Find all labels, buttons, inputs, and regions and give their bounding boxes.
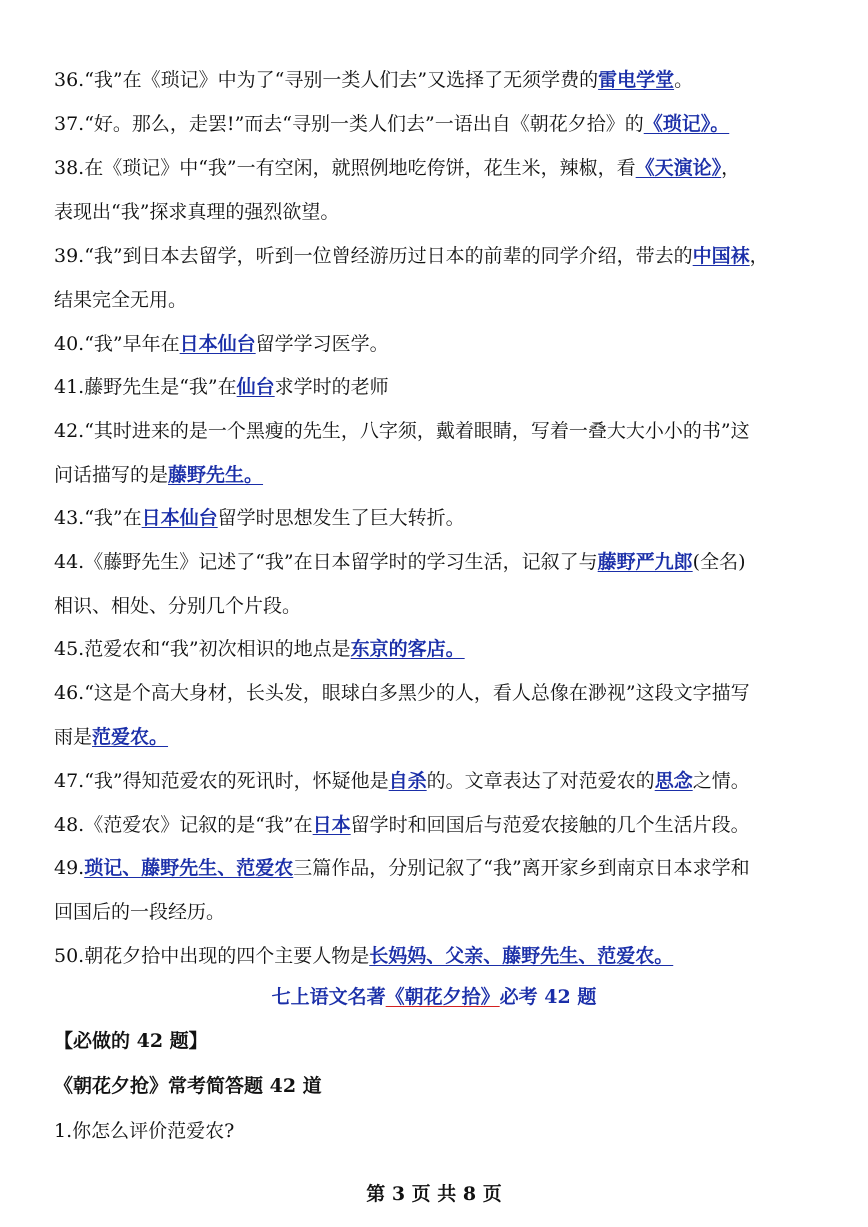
item-text: 。 — [674, 69, 694, 91]
item-36 — [54, 67, 693, 93]
section-title — [0, 984, 868, 1010]
page-footer: 第 3 页 共 8 页 — [366, 1183, 502, 1205]
answer: 范爱农。 — [92, 726, 169, 748]
item-text: 49. — [54, 857, 85, 879]
item-text: 47.“我”得知范爱农的死讯时，怀疑他是 — [54, 770, 389, 792]
item-46-cont — [54, 724, 168, 750]
sub-heading: 《朝花夕抢》常考简答题 42 道 — [54, 1075, 322, 1097]
answer: 日本仙台 — [179, 333, 256, 355]
item-49 — [54, 855, 750, 881]
item-46 — [54, 680, 750, 706]
answer: 琐记、藤野先生、范爱农 — [84, 857, 294, 879]
item-40 — [54, 331, 389, 357]
item-text: 39.“我”到日本去留学，听到一位曾经游历过日本的前辈的同学介绍，带去的 — [54, 245, 693, 267]
item-47 — [54, 768, 750, 794]
answer: 东京的客店。 — [350, 638, 465, 660]
item-text: 问话描写的是 — [54, 464, 169, 486]
item-text: 留学学习医学。 — [255, 333, 389, 355]
item-text: ， — [749, 245, 769, 267]
item-text: 45.范爱农和“我”初次相识的地点是 — [54, 638, 351, 660]
item-text: 雨是 — [54, 726, 93, 748]
item-text: 之情。 — [692, 770, 750, 792]
item-text: 44.《藤野先生》记述了“我”在日本留学时的学习生活，记叙了与 — [54, 551, 598, 573]
item-text: 40.“我”早年在 — [54, 333, 180, 355]
item-text: ， — [721, 157, 741, 179]
item-text: 37.“好。那么，走罢!”而去“寻别一类人们去”一语出自《朝花夕拾》的 — [54, 113, 644, 135]
question-1: 1.你怎么评价范爱农? — [54, 1120, 235, 1142]
must-do-heading: 【必做的 42 题】 — [54, 1030, 208, 1052]
answer: 藤野严九郎 — [597, 551, 693, 573]
item-38-cont — [54, 199, 339, 225]
item-38 — [54, 155, 740, 181]
item-text: 结果完全无用。 — [54, 289, 188, 311]
item-45 — [54, 636, 465, 662]
answer: 仙台 — [236, 376, 275, 398]
item-text: (全名) — [692, 551, 746, 573]
answer: 中国袜 — [692, 245, 750, 267]
item-text: 三篇作品，分别记叙了“我”离开家乡到南京日本求学和 — [293, 857, 750, 879]
item-text: 留学时和回国后与范爱农接触的几个生活片段。 — [350, 814, 750, 836]
answer: 《琐记》。 — [643, 113, 730, 135]
section-title-book: 《朝花夕拾》 — [385, 986, 500, 1008]
item-42 — [54, 418, 750, 444]
answer: 长妈妈、父亲、藤野先生、范爱农。 — [369, 945, 674, 967]
item-37 — [54, 111, 729, 137]
answer: 自杀 — [388, 770, 427, 792]
answer: 日本仙台 — [141, 507, 218, 529]
item-49-cont — [54, 899, 225, 925]
item-text: 50.朝花夕拾中出现的四个主要人物是 — [54, 945, 370, 967]
item-50 — [54, 943, 673, 969]
item-text: 回国后的一段经历。 — [54, 901, 226, 923]
answer: 雷电学堂 — [598, 69, 675, 91]
answer: 思念 — [654, 770, 693, 792]
answer: 《天演论》 — [635, 157, 722, 179]
item-text: 38.在《琐记》中“我”一有空闲，就照例地吃侉饼，花生米，辣椒，看 — [54, 157, 636, 179]
item-48 — [54, 812, 750, 838]
item-43 — [54, 505, 465, 531]
section-title-pre: 七上语文名著 — [271, 986, 386, 1008]
item-39-cont — [54, 287, 187, 313]
item-text: 相识、相处、分别几个片段。 — [54, 595, 302, 617]
section-title-post: 必考 42 题 — [499, 986, 597, 1008]
answer: 藤野先生。 — [168, 464, 264, 486]
item-text: 48.《范爱农》记叙的是“我”在 — [54, 814, 313, 836]
item-text: 表现出“我”探求真理的强烈欲望。 — [54, 201, 340, 223]
item-44-cont — [54, 593, 301, 619]
item-text: 36.“我”在《琐记》中为了“寻别一类人们去”又选择了无须学费的 — [54, 69, 599, 91]
item-44 — [54, 549, 746, 575]
item-text: 的。文章表达了对范爱农的 — [426, 770, 655, 792]
item-39 — [54, 243, 769, 269]
item-text: 41.藤野先生是“我”在 — [54, 376, 237, 398]
item-text: 求学时的老师 — [274, 376, 389, 398]
answer: 日本 — [312, 814, 351, 836]
item-text: 46.“这是个高大身材，长头发，眼球白多黑少的人，看人总像在渺视”这段文字描写 — [54, 682, 750, 704]
item-text: 42.“其时进来的是一个黑瘦的先生，八字须，戴着眼睛，写着一叠大大小小的书”这 — [54, 420, 750, 442]
item-41 — [54, 374, 389, 400]
item-text: 43.“我”在 — [54, 507, 142, 529]
item-text: 留学时思想发生了巨大转折。 — [217, 507, 465, 529]
item-42-cont — [54, 462, 263, 488]
